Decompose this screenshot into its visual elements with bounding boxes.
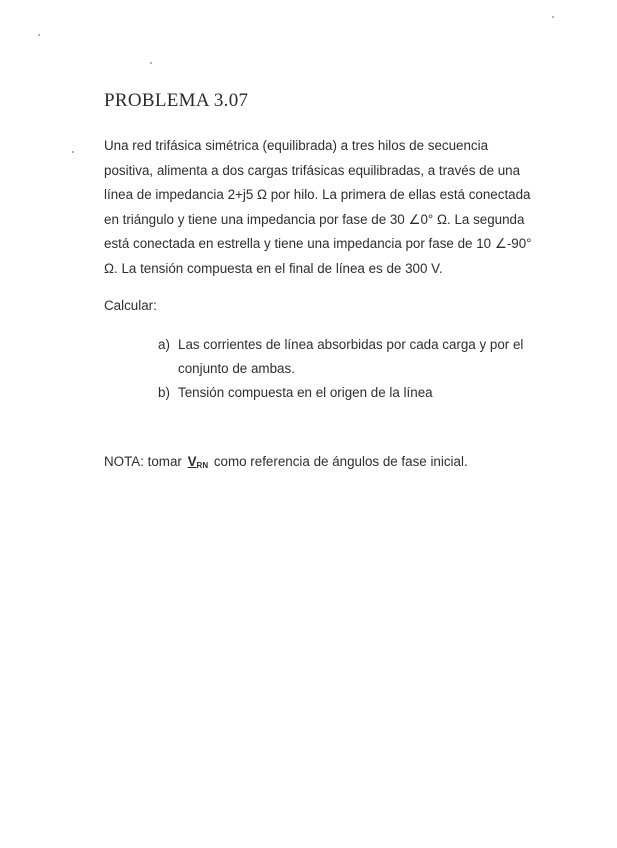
task-list bbox=[158, 333, 558, 405]
reference-voltage-symbol: V bbox=[187, 454, 197, 469]
note bbox=[104, 454, 468, 470]
statement-line: Una red trifásica simétrica (equilibrada) a tres hilos de secuencia bbox=[104, 138, 489, 153]
problem-title: PROBLEMA 3.07 bbox=[104, 90, 249, 111]
task-item-a bbox=[158, 333, 558, 381]
note-prefix: NOTA: tomar bbox=[104, 454, 182, 469]
task-item-b bbox=[158, 381, 558, 405]
problem-statement bbox=[104, 134, 544, 282]
statement-line: positiva, alimenta a dos cargas trifásicas equilibradas, a través de una bbox=[104, 162, 521, 178]
task-marker: a) bbox=[158, 337, 170, 352]
scan-speck bbox=[72, 151, 74, 153]
reference-voltage bbox=[188, 454, 209, 469]
scan-speck bbox=[150, 62, 152, 64]
note-suffix: como referencia de ángulos de fase inicial. bbox=[213, 454, 468, 469]
reference-voltage-subscript: RN bbox=[196, 461, 209, 470]
scan-speck bbox=[38, 34, 40, 36]
calculate-label: Calcular: bbox=[104, 298, 157, 313]
task-marker: b) bbox=[158, 385, 170, 400]
statement-line: Ω. La tensión compuesta en el final de línea es de 300 V. bbox=[104, 260, 443, 276]
task-text: conjunto de ambas. bbox=[178, 361, 295, 376]
statement-line: está conectada en estrella y tiene una impedancia por fase de 10 ∠-90° bbox=[104, 236, 532, 252]
scan-speck bbox=[552, 16, 554, 18]
task-text: Las corrientes de línea absorbidas por cada carga y por el bbox=[178, 337, 524, 352]
statement-line: en triángulo y tiene una impedancia por fase de 30 ∠0° Ω. La segunda bbox=[104, 211, 525, 227]
task-text: Tensión compuesta en el origen de la línea bbox=[178, 385, 433, 400]
statement-line: línea de impedancia 2+j5 Ω por hilo. La primera de ellas está conectada bbox=[104, 187, 531, 203]
